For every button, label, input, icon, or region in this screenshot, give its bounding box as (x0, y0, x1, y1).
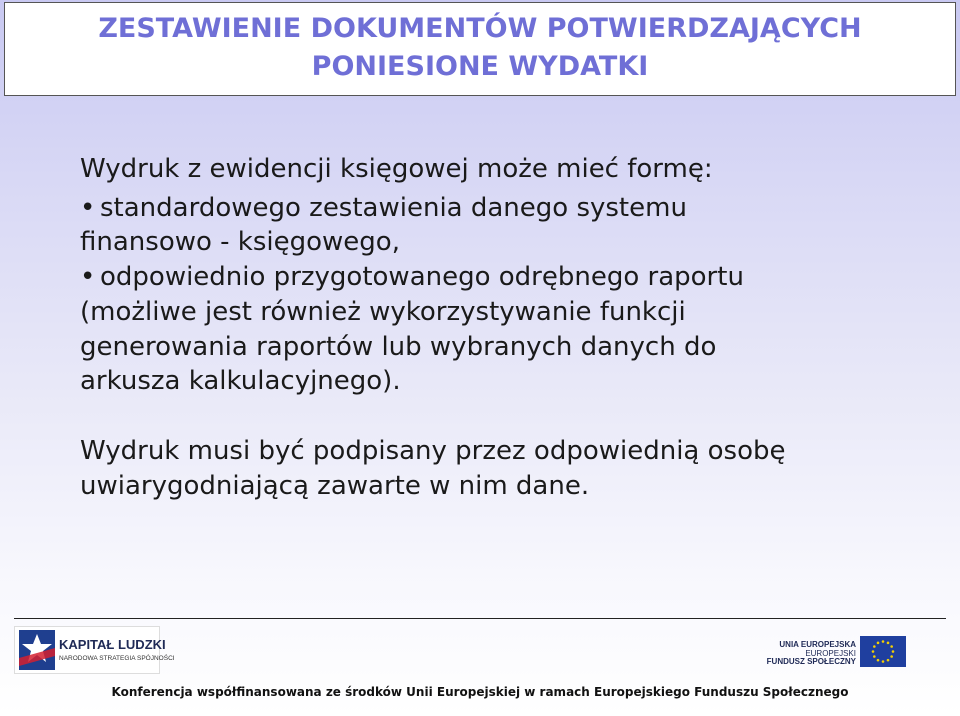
bullet-2-line-4: arkusza kalkulacyjnego). (80, 366, 401, 396)
eu-flag-star (877, 642, 880, 645)
eu-logo-line-3: FUNDUSZ SPOŁECZNY (766, 657, 856, 666)
bullet-2-line-1 (80, 262, 744, 292)
eu-logo-line-2: EUROPEJSKI (805, 649, 856, 658)
eu-flag-star (877, 659, 880, 662)
eu-flag-star (873, 645, 876, 648)
eu-flag-star (873, 655, 876, 658)
bullet-marker: • (80, 262, 96, 292)
eu-flag-star (872, 650, 875, 653)
bullet-2-line-3: generowania raportów lub wybranych danych do (80, 332, 717, 362)
kapital-ludzki-name: KAPITAŁ LUDZKI (59, 637, 166, 652)
bullet-1-text: standardowego zestawienia danego systemu (100, 193, 687, 223)
bullet-1-line-2: finansowo - księgowego, (80, 227, 400, 257)
eu-flag-star (882, 640, 885, 643)
bullet-2-text: odpowiednio przygotowanego odrębnego raportu (100, 262, 744, 292)
bullet-2-line-2: (możliwe jest również wykorzystywanie funkcji (80, 297, 686, 327)
title-box (4, 2, 956, 96)
eu-flag-star (882, 660, 885, 663)
closing-line-2: uwiarygodniającą zawarte w nim dane. (80, 471, 590, 501)
eu-flag-star (892, 650, 895, 653)
slide-title-line-1: ZESTAWIENIE DOKUMENTÓW POTWIERDZAJĄCYCH (98, 13, 862, 44)
slide-title-line-2: PONIESIONE WYDATKI (311, 51, 649, 82)
eu-flag-star (890, 655, 893, 658)
eu-flag-star (890, 645, 893, 648)
eu-flag-star (887, 659, 890, 662)
kapital-ludzki-emblem-icon (19, 630, 55, 670)
closing-line-1: Wydruk musi być podpisany przez odpowiednią osobę (80, 436, 786, 466)
footer-divider (14, 618, 946, 619)
eu-flag-star (887, 642, 890, 645)
kapital-ludzki-logo (14, 626, 175, 674)
eu-flag-icon (860, 636, 906, 667)
kapital-ludzki-subtitle: NARODOWA STRATEGIA SPÓJNOŚCI (59, 655, 175, 662)
eu-logo-line-1: UNIA EUROPEJSKA (779, 640, 856, 649)
footer-text: Konferencja współfinansowana ze środków Unii Europejskiej w ramach Europejskiego Funduszu Społecznego (111, 685, 849, 699)
bullet-1-line-1 (80, 193, 687, 223)
bullet-marker: • (80, 193, 96, 223)
intro-text: Wydruk z ewidencji księgowej może mieć formę: (80, 154, 713, 184)
